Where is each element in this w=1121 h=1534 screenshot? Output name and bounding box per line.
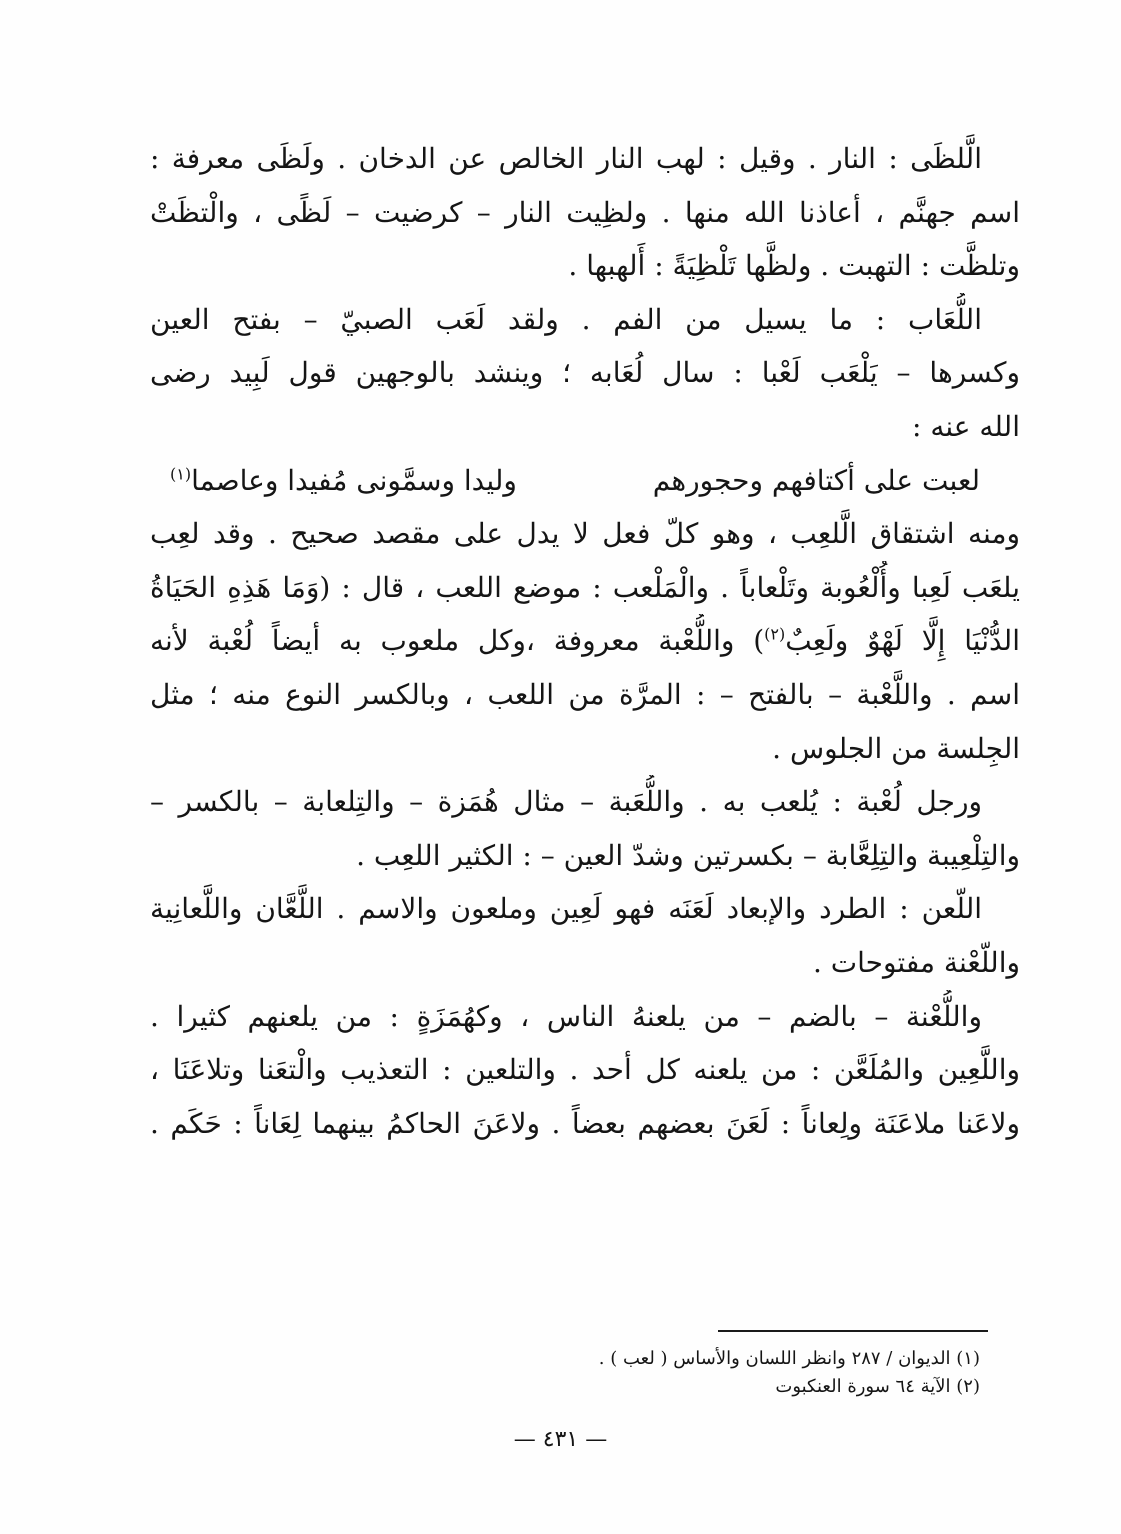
text-line: والتِلْعِيبة والتِلِعَّابة – بكسرتين وشدّ العين – : الكثير اللعِب . xyxy=(356,838,1020,872)
verse-hemistich-left: وليدا وسمَّونى مُفيدا وعاصما$^{(١)}$ xyxy=(170,463,517,497)
verse-hemistich-right: لعبت على أكتافهم وحجورهم xyxy=(652,463,980,497)
footnote-2: (٢) الآية ٦٤ سورة العنكبوت xyxy=(775,1376,980,1397)
text-line: اسم جهنَّم ، أعاذنا الله منها . ولظِيت النار – كرضيت – لَظًى ، والْتظَتْ xyxy=(150,195,1020,229)
text-line: اللّعن : الطرد والإبعاد لَعَنَه فهو لَعِين وملعون والاسم . اللَّعَّان واللَّعانِية xyxy=(150,892,982,926)
text-line: واللَّعِين والمُلَعَّن : من يلعنه كل أحد . والتلعين : التعذيب والْتعَنا وتلاعَنَا ، xyxy=(150,1053,1020,1087)
text-line: وكسرها – يَلْعَب لَعْبا : سال لُعَابه ؛ وينشد بالوجهين قول لَبِيد رضى xyxy=(150,356,1020,390)
footnote-divider xyxy=(718,1330,988,1332)
text-line: الله عنه : xyxy=(912,409,1020,443)
text-line: اللُّعَاب : ما يسيل من الفم . ولقد لَعَب الصبيّ – بفتح العين xyxy=(150,302,982,336)
footnote-ref-2: (٢) xyxy=(764,625,786,645)
text-line: ومنه اشتقاق الَّلعِب ، وهو كلّ فعل لا يدل على مقصد صحيح . وقد لعِب xyxy=(150,517,1020,551)
text-line: واللُّعْنة – بالضم – من يلعنهُ الناس ، وكهُمَزَةٍ : من يلعنهم كثيرا . xyxy=(150,999,982,1033)
page-number: — ٤٣١ — xyxy=(513,1427,608,1452)
text-line: اسم . واللَّعْبة – بالفتح – : المرَّة من اللعب ، وبالكسر النوع منه ؛ مثل xyxy=(150,677,1020,711)
text-line: يلعَب لَعِبا وأُلْعُوبة وتَلْعاباً . والْمَلْعب : موضع اللعب ، قال : (وَمَا هَذِهِ الحَيَاةُ xyxy=(150,570,1020,604)
footnote-ref-1: (١) xyxy=(170,464,192,484)
text-line: وتلظَّت : التهبت . ولظَّها تَلْظِيَةً : أَلهبها . xyxy=(568,249,1020,283)
text-line: الجِلسة من الجلوس . xyxy=(772,731,1020,765)
text-line-with-footnote: الدُّنْيَا إِلَّا لَهْوٌ ولَعِبٌ$^{(٢)}$) واللُّعْبة معروفة ،وكل ملعوب به أيضاً لُعْبة لأنه xyxy=(150,624,1020,658)
poem-verse xyxy=(150,454,1020,508)
text-line: ورجل لُعْبة : يُلعب به . واللُّعَبة – مثال هُمَزة – والتِلعابة – بالكسر – xyxy=(150,785,982,819)
text-line: ولاعَنا ملاعَنَة ولِعاناً : لَعَنَ بعضهم بعضاً . ولاعَنَ الحاكمُ بينهما لِعَاناً : حَكَم . xyxy=(150,1106,1020,1140)
text-line: واللّعْنة مفتوحات . xyxy=(812,945,1020,979)
main-text xyxy=(150,132,1020,1150)
text-line: الَّلظَى : النار . وقيل : لهب النار الخالص عن الدخان . ولَظَى معرفة : xyxy=(150,142,982,175)
footnotes xyxy=(440,1345,980,1401)
footnote-1: (١) الديوان / ٢٨٧ وانظر اللسان والأساس ( لعب ) . xyxy=(598,1348,980,1369)
